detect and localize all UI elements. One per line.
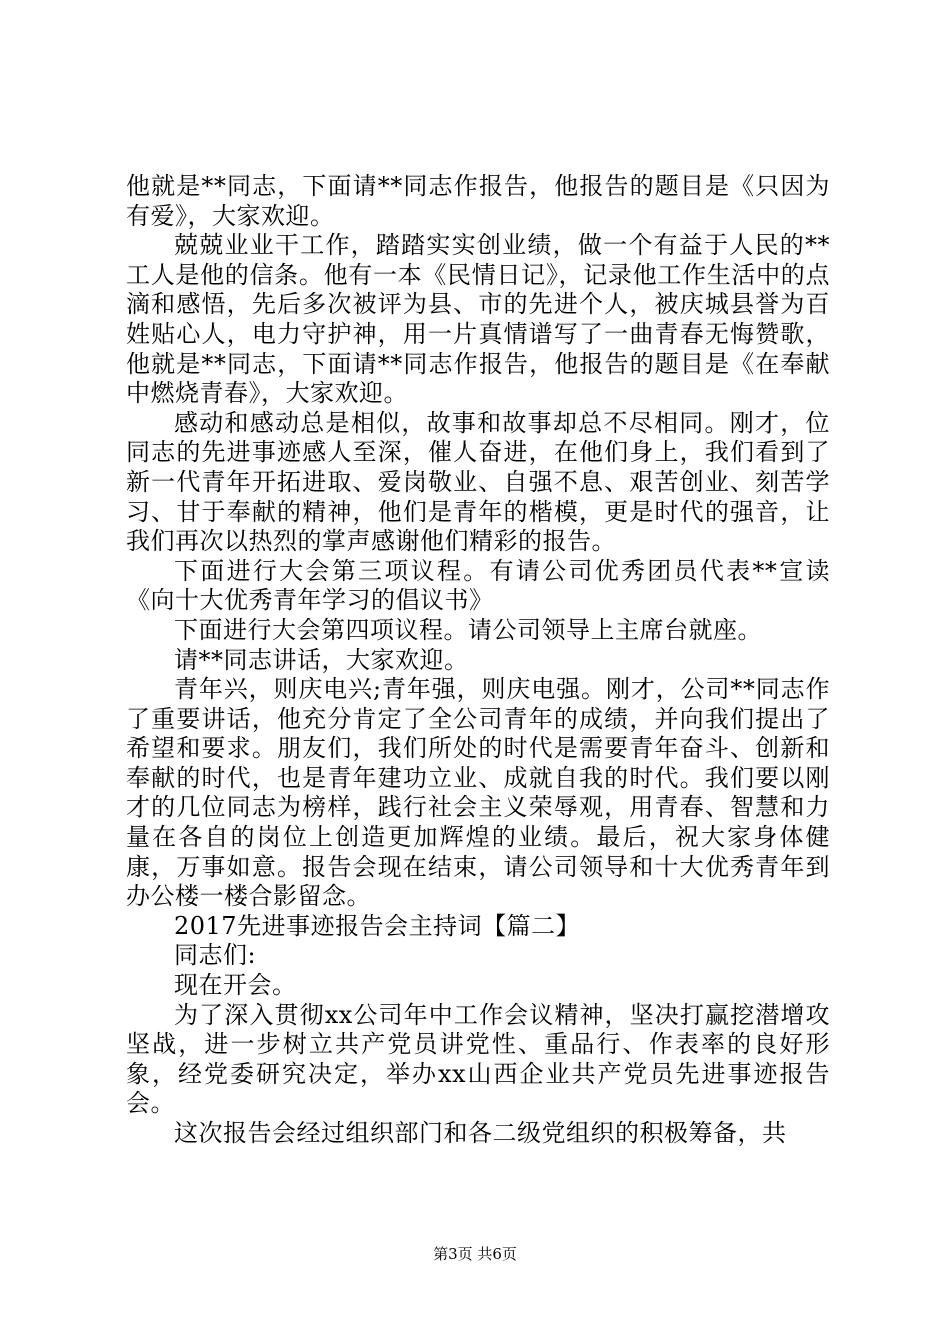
paragraph: 下面进行大会第四项议程。请公司领导上主席台就座。 [174, 615, 762, 644]
paragraph: 请**同志讲话，大家欢迎。 [174, 645, 469, 674]
page-number: 第3页 共6页 [433, 1245, 517, 1263]
section-heading: 2017先进事迹报告会主持词【篇二】 [174, 911, 581, 940]
paragraph: 下面进行大会第三项议程。有请公司优秀团员代表**宣读《向十大优秀青年学习的倡议书》 [126, 556, 830, 615]
paragraph: 现在开会。 [174, 971, 297, 1000]
paragraph: 青年兴，则庆电兴;青年强，则庆电强。刚才，公司**同志作了重要讲话，他充分肯定了全公司青年的成绩，并向我们提出了希望和要求。朋友们，我们所处的时代是需要青年奋斗、创新和奉献的时代，也是青年建功立业、成就自我的时代。我们要以刚才的几位同志为榜样，践行社会主义荣辱观，用青春、智慧和力量在各自的岗位上创造更加辉煌的业绩。最后，祝大家身体健康，万事如意。报告会现在结束，请公司领导和十大优秀青年到办公楼一楼合影留念。 [126, 675, 830, 911]
paragraph: 兢兢业业干工作，踏踏实实创业绩，做一个有益于人民的**工人是他的信条。他有一本《民情日记》，记录他工作生活中的点滴和感悟，先后多次被评为县、市的先进个人，被庆城县誉为百姓贴心人，电力守护神，用一片真情谱写了一曲青春无悔赞歌，他就是**同志，下面请**同志作报告，他报告的题目是《在奉献中燃烧青春》，大家欢迎。 [126, 231, 830, 408]
paragraph: 为了深入贯彻xx公司年中工作会议精神，坚决打赢挖潜增攻坚战，进一步树立共产党员讲党性、重品行、作表率的良好形象，经党委研究决定，举办xx山西企业共产党员先进事迹报告会。 [126, 1000, 830, 1118]
paragraph: 这次报告会经过组织部门和各二级党组织的积极筹备，共 [174, 1119, 787, 1147]
page-footer [0, 1244, 950, 1264]
salutation: 同志们: [174, 941, 257, 970]
paragraph: 感动和感动总是相似，故事和故事却总不尽相同。刚才，位同志的先进事迹感人至深，催人奋进，在他们身上，我们看到了新一代青年开拓进取、爱岗敬业、自强不息、艰苦创业、刻苦学习、甘于奉献的精神，他们是青年的楷模，更是时代的强音，让我们再次以热烈的掌声感谢他们精彩的报告。 [126, 408, 830, 556]
document-body [126, 172, 830, 1149]
paragraph: 他就是**同志，下面请**同志作报告，他报告的题目是《只因为有爱》，大家欢迎。 [126, 172, 830, 230]
